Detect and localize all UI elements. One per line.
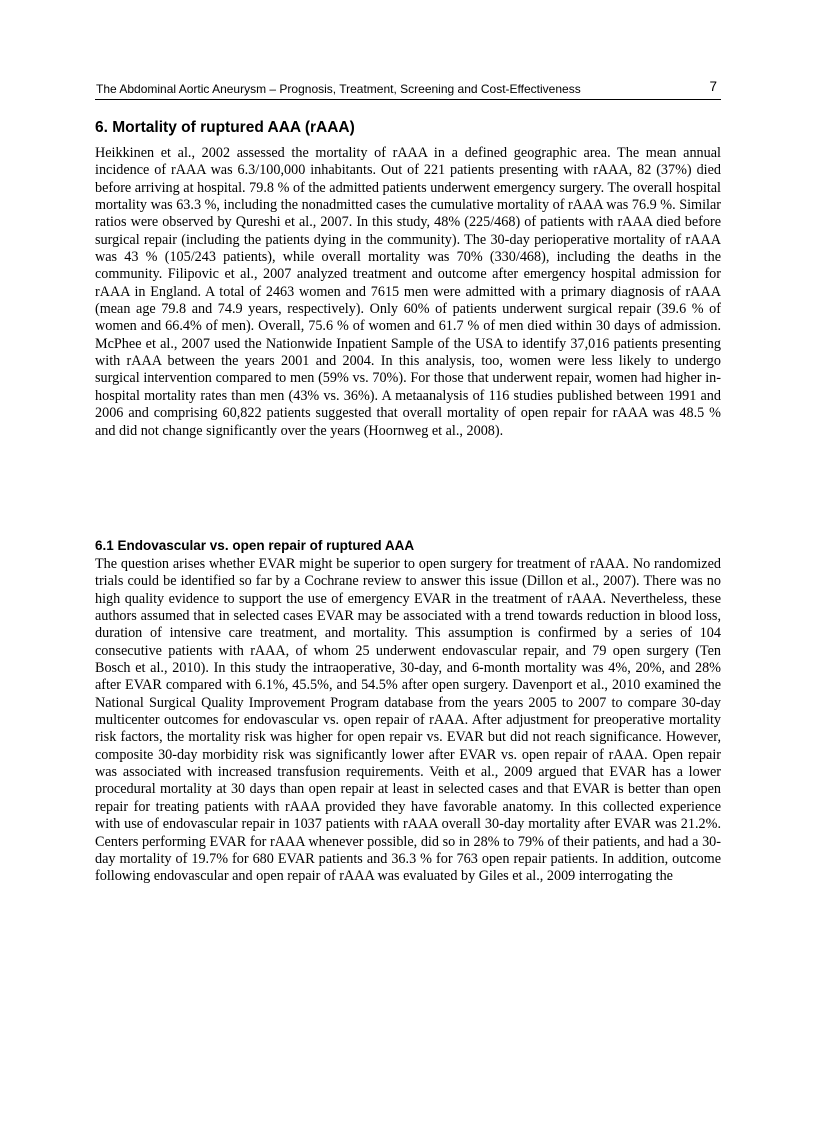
section-heading: 6. Mortality of ruptured AAA (rAAA) [95,119,355,136]
running-header [95,80,721,100]
subsection-heading: 6.1 Endovascular vs. open repair of ruptured AAA [95,538,415,553]
page-number: 7 [709,79,717,94]
body-paragraph: Heikkinen et al., 2002 assessed the mortality of rAAA in a defined geographic area. The mean annual incidence of rAAA was 6.3/100,000 inhabitants. Out of 221 patients presenting with rAAA, 82 (37%) died before arriving at hospital. 79.8 % of the admitted patients underwent emergency surgery. The overall hospital mortality was 63.3 %, including the nonadmitted cases the cumulative mortality of rAAA was 76.9 %. Similar ratios were observed by Qureshi et al., 2007. In this study, 48% (225/468) of patients with rAAA died before surgical repair (including the patients dying in the community). The 30-day perioperative mortality of rAAA was 43 % (105/243 patients), while overall mortality was 70% (330/468), including the deaths in the community. Filipovic et al., 2007 analyzed treatment and outcome after emergency hospital admission for rAAA in England. A total of 2463 women and 7615 men were admitted with a primary diagnosis of rAAA (mean age 79.8 and 74.9 years, respectively). Only 60% of patients underwent surgical repair (39.6 % of women and 66.4% of men). Overall, 75.6 % of women and 61.7 % of men died within 30 days of admission. McPhee et al., 2007 used the Nationwide Inpatient Sample of the USA to identify 37,016 patients presenting with rAAA between the years 2001 and 2004. In this analysis, too, women were less likely to undergo surgical intervention compared to men (59% vs. 70%). For those that underwent repair, women had higher in-hospital mortality rates than men (43% vs. 36%). A metaanalysis of 116 studies published between 1991 and 2006 and comprising 60,822 patients suggested that overall mortality of open repair for rAAA was 48.5 % and did not change significantly over the years (Hoornweg et al., 2008). [95,145,721,439]
body-paragraph: The question arises whether EVAR might be superior to open surgery for treatment of rAAA. No randomized trials could be identified so far by a Cochrane review to answer this issue (Dillon et al., 2007). There was no high quality evidence to support the use of emergency EVAR in the treatment of rAAA. Nevertheless, these authors assumed that in selected cases EVAR may be associated with a trend towards reduction in blood loss, duration of intensive care treatment, and mortality. This assumption is confirmed by a series of 104 consecutive patients with rAAA, of whom 25 underwent endovascular repair, and 79 open surgery (Ten Bosch et al., 2010). In this study the intraoperative, 30-day, and 6-month mortality was 4%, 20%, and 28% after EVAR compared with 6.1%, 45.5%, and 54.5% after open surgery. Davenport et al., 2010 examined the National Surgical Quality Improvement Program database from the years 2005 to 2007 to compare 30-day multicenter outcomes for endovascular vs. open repair of rAAA. After adjustment for preoperative mortality risk factors, the mortality risk was higher for open repair vs. EVAR but did not reach significance. However, composite 30-day morbidity risk was significantly lower after EVAR vs. open repair of rAAA. Open repair was associated with increased transfusion requirements. Veith et al., 2009 argued that EVAR has a lower procedural mortality at 30 days than open repair at least in selected cases and that EVAR is better than open repair for treating patients with rAAA provided they have favorable anatomy. In this collected experience with use of endovascular repair in 1037 patients with rAAA overall 30-day mortality after EVAR was 21.2%. Centers performing EVAR for rAAA whenever possible, did so in 28% to 79% of their patients, and had a 30-day mortality of 19.7% for 680 EVAR patients and 36.3 % for 763 open repair patients. In addition, outcome following endovascular and open repair of rAAA was evaluated by Giles et al., 2009 interrogating the [95,556,721,885]
running-title: The Abdominal Aortic Aneurysm – Prognosis, Treatment, Screening and Cost-Effectiveness [96,82,581,96]
